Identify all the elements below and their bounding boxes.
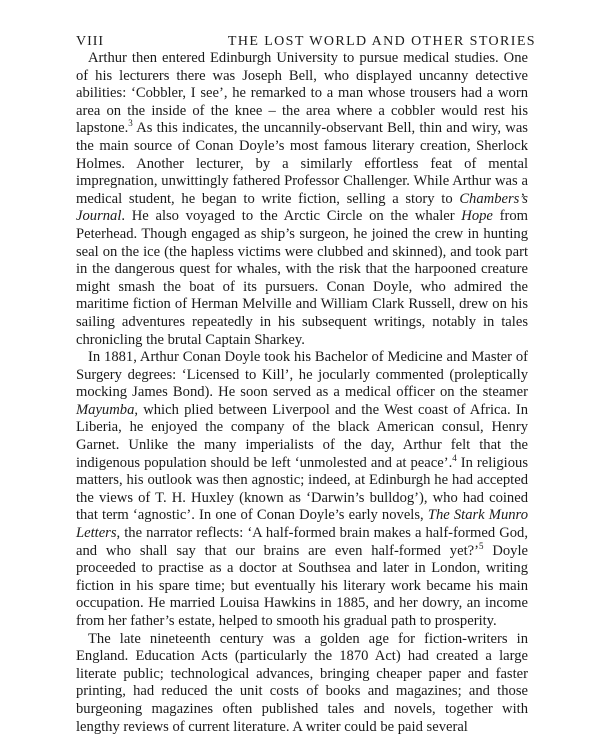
footnote-marker: 5 [478,540,484,551]
text-run: The late nineteenth century was a golden age for fiction-writers in England. Education Acts (particularly the 1870 Act) had created a large literate public; technological advances, bringing cheaper paper and faster printing, had reduced the unit costs of books and magazines; and those burgeoning magazines often published tales and novels, together with lengthy reviews of current literature. A writer could be paid several [76,630,528,735]
running-title: THE LOST WORLD AND OTHER STORIES [227,34,536,49]
italic-title: Chambers’s Journal [76,190,528,225]
body-text [76,50,528,736]
paragraph [76,50,528,349]
text-run: from Peterhead. Though engaged as ship’s surgeon, he joined the crew in hunting seal on the ice (the hapless victims were clubbed and skinned), and took part in the dangerous quest for whales, with the risk that the harpooned creature might smash the boat of its pursuers. Conan Doyle, who admired the maritime fiction of Herman Melville and William Clark Russell, drew on his sailing adventures repeatedly in his subsequent writings, notably in tales chronicling the brutal Captain Sharkey. [76,208,528,348]
text-run: , the narrator reflects: ‘A half-formed brain makes a half-formed God, and who shall say that our brains are even half-formed yet?’ [76,525,528,559]
footnote-marker: 3 [128,118,133,129]
text-run: , which plied between Liverpool and the West coast of Africa. In Liberia, he enjoyed the company of the black American consul, Henry Garnet. Unlike the many imperialists of the day, Arthur felt that the indigenous population should be left ‘unmolested and at peace’. [76,401,528,471]
text-run: In 1881, Arthur Conan Doyle took his Bachelor of Medicine and Master of Surgery degrees: ‘Licensed to Kill’, he jocularly commented (proleptically mocking James Bond). He soon served as a medical officer on the steamer [76,349,528,401]
footnote-marker: 4 [452,452,457,463]
paragraph [76,349,528,631]
text-run: As this indicates, the uncannily-observant Bell, thin and wiry, was the main source of Conan Doyle’s most famous literary creation, Sherlock Holmes. Another lecturer, by a similarly effortless feat of mental impregnation, unwittingly fathered Professor Challenger. While Arthur was a medical student, he began to write fiction, selling a story to [76,120,528,207]
page-number: VIII [76,34,105,49]
text-run: Arthur then entered Edinburgh University to pursue medical studies. One of his lecturers there was Joseph Bell, who displayed uncanny detective abilities: ‘Cobbler, I see’, he remarked to a man whose trousers had a worn area on the inside of the knee – the area where a cobbler would rest his lapstone. [76,50,528,137]
text-run: . He also voyaged to the Arctic Circle on the whaler [121,208,462,225]
text-run: In religious matters, his outlook was then agnostic; indeed, at Edinburgh he had accepted the views of T. H. Huxley (known as ‘Darwin’s bulldog’), who had coined that term ‘agnostic’. In one of Conan Doyle’s early novels, [76,454,528,524]
italic-title: The Stark Munro Letters [76,507,528,542]
paragraph [76,631,528,737]
text-run: Doyle proceeded to practise as a doctor at Southsea and later in London, writing fiction in his spare time; but eventually his literary work became his main occupation. He married Louisa Hawkins in 1885, and her dowry, an income from her father’s estate, helped to smooth his gradual path to prosperity. [76,542,528,629]
italic-title: Hope [461,208,493,225]
page-header [76,34,536,50]
italic-title: Mayumba [76,401,135,418]
